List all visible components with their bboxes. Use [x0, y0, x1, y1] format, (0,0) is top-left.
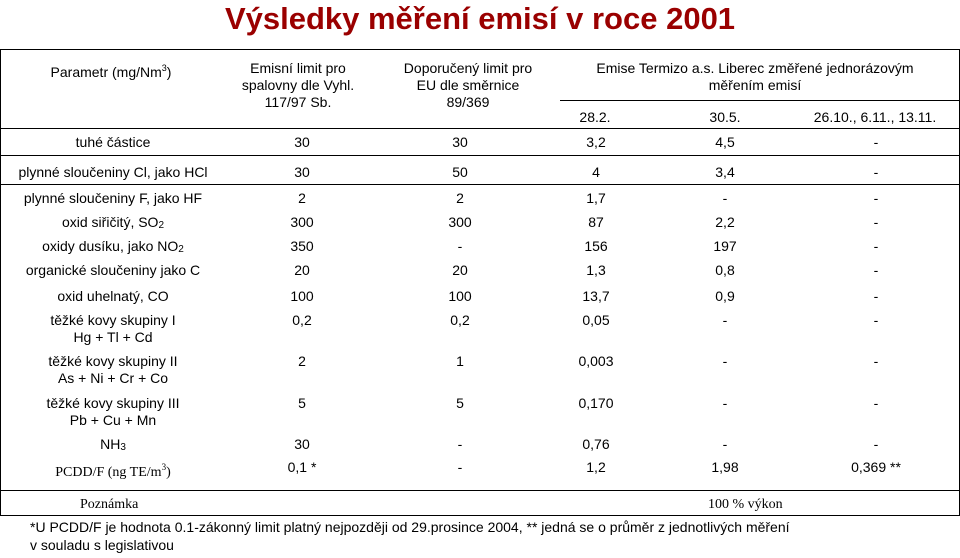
row-parameter-label: PCDD/F (ng TE/m — [55, 465, 162, 480]
row-parameter — [0, 353, 226, 387]
row-parameter — [0, 436, 226, 456]
row-parameter-label: těžké kovy skupiny I — [50, 312, 176, 328]
row-value-d1: 4 — [592, 164, 600, 180]
row-value-cz: 30 — [294, 436, 310, 452]
row-parameter — [0, 214, 226, 234]
row-value-cz: 30 — [294, 164, 310, 180]
header-parameter-label: Parametr (mg/Nm — [50, 64, 162, 80]
row-value-d3: - — [873, 134, 879, 150]
row-parameter — [0, 238, 226, 258]
row-value-d2: 2,2 — [715, 214, 735, 230]
note-right: 100 % výkon — [708, 497, 783, 512]
row-parameter-label: oxidy dusíku, jako NO — [42, 238, 179, 254]
row-value-d2: 3,4 — [715, 164, 735, 180]
row-value-d1: 0,05 — [582, 312, 610, 328]
row-value-d1: 1,7 — [586, 190, 606, 206]
row-value-eu: - — [457, 459, 463, 475]
row-value-d3: - — [873, 353, 879, 369]
row-parameter — [0, 134, 226, 151]
row-value-cz: 20 — [294, 262, 310, 278]
row-value-d2: - — [722, 436, 728, 452]
header-date-2: 30.5. — [709, 109, 741, 125]
row-divider — [0, 155, 960, 156]
row-value-d3: - — [873, 312, 879, 328]
header-limit-eu-line: Doporučený limit pro — [403, 60, 533, 76]
header-limit-eu — [382, 60, 554, 111]
row-value-eu: - — [457, 238, 463, 254]
row-parameter — [0, 312, 226, 346]
header-measured-line: měřením emisí — [708, 77, 802, 93]
row-parameter — [0, 459, 226, 481]
row-value-d3: - — [873, 436, 879, 452]
row-parameter — [0, 262, 226, 279]
header-measured — [560, 60, 950, 94]
note-label: Poznámka — [80, 497, 139, 512]
row-value-d2: 0,8 — [715, 262, 735, 278]
row-parameter-end: ) — [166, 465, 171, 480]
header-parameter — [6, 60, 216, 81]
row-value-d1: 0,170 — [578, 395, 614, 411]
row-value-d1: 0,003 — [578, 353, 614, 369]
header-limit-cz-line: spalovny dle Vyhl. — [241, 77, 355, 93]
row-parameter-label: organické sloučeniny jako C — [25, 262, 201, 278]
row-parameter-label: tuhé částice — [75, 134, 151, 150]
header-divider — [560, 100, 960, 101]
row-parameter-label: oxid uhelnatý, CO — [57, 288, 169, 304]
row-parameter-subscript: 2 — [178, 244, 184, 255]
row-value-d1: 13,7 — [582, 288, 610, 304]
header-measured-line: Emise Termizo a.s. Liberec změřené jednorázovým — [596, 60, 914, 76]
row-value-d2: - — [722, 395, 728, 411]
row-value-d3: 0,369 ** — [851, 459, 901, 475]
row-parameter-line2: Pb + Cu + Mn — [69, 412, 157, 428]
header-date-1: 28.2. — [579, 109, 611, 125]
row-value-eu: 5 — [456, 395, 464, 411]
row-parameter-label: těžké kovy skupiny III — [46, 395, 180, 411]
header-limit-cz-line: 117/97 Sb. — [264, 94, 332, 110]
header-parameter-sup: 3 — [161, 63, 167, 73]
row-value-cz: 300 — [290, 214, 314, 230]
row-value-eu: - — [457, 436, 463, 452]
row-value-d3: - — [873, 395, 879, 411]
row-value-d2: - — [722, 190, 728, 206]
row-parameter-label: NH — [100, 436, 121, 452]
row-value-cz: 0,1 * — [287, 459, 317, 475]
row-value-cz: 5 — [298, 395, 306, 411]
row-parameter — [0, 288, 226, 305]
row-value-d1: 3,2 — [586, 134, 606, 150]
row-parameter — [0, 395, 226, 429]
row-value-eu: 1 — [456, 353, 464, 369]
row-value-d3: - — [873, 238, 879, 254]
row-value-eu: 300 — [448, 214, 472, 230]
header-limit-eu-line: EU dle směrnice — [416, 77, 520, 93]
header-limit-cz — [228, 60, 368, 111]
row-parameter-line2: Hg + Tl + Cd — [73, 329, 153, 345]
row-value-d2: - — [722, 312, 728, 328]
row-value-eu: 50 — [452, 164, 468, 180]
row-value-d2: 197 — [713, 238, 737, 254]
header-date-3: 26.10., 6.11., 13.11. — [813, 109, 937, 125]
row-value-eu: 20 — [452, 262, 468, 278]
row-value-cz: 2 — [298, 353, 306, 369]
row-parameter — [0, 164, 226, 181]
row-value-d3: - — [873, 164, 879, 180]
row-value-cz: 30 — [294, 134, 310, 150]
row-value-cz: 350 — [290, 238, 314, 254]
row-value-d2: - — [722, 353, 728, 369]
row-value-d1: 156 — [584, 238, 608, 254]
row-parameter-label: těžké kovy skupiny II — [48, 353, 178, 369]
header-limit-eu-line: 89/369 — [446, 94, 490, 110]
table-top-border — [0, 49, 960, 50]
row-value-d3: - — [873, 214, 879, 230]
row-value-d1: 0,76 — [582, 436, 610, 452]
row-parameter-superscript: 3 — [161, 462, 167, 472]
row-parameter-label: plynné sloučeniny F, jako HF — [23, 190, 203, 206]
row-value-eu: 2 — [456, 190, 464, 206]
row-value-d3: - — [873, 262, 879, 278]
row-value-d1: 87 — [588, 214, 604, 230]
row-value-eu: 0,2 — [450, 312, 470, 328]
header-limit-cz-line: Emisní limit pro — [250, 60, 346, 76]
row-parameter-label: oxid siřičitý, SO — [61, 214, 159, 230]
footnote-line: *U PCDD/F je hodnota 0.1-zákonný limit platný nejpozději od 29.prosince 2004, ** jedná se o průměr z jednotlivých měření — [30, 519, 790, 535]
row-parameter — [0, 190, 226, 207]
row-value-cz: 0,2 — [292, 312, 312, 328]
row-value-eu: 100 — [448, 288, 472, 304]
row-value-cz: 100 — [290, 288, 314, 304]
row-value-d1: 1,2 — [586, 459, 606, 475]
table-bottom-border — [0, 490, 960, 491]
row-value-d3: - — [873, 190, 879, 206]
row-parameter-label: plynné sloučeniny Cl, jako HCl — [18, 164, 208, 180]
row-parameter-subscript: 2 — [158, 220, 165, 231]
row-value-d2: 4,5 — [715, 134, 735, 150]
row-value-d2: 0,9 — [715, 288, 735, 304]
header-bottom-border — [0, 128, 960, 129]
row-value-cz: 2 — [298, 190, 306, 206]
row-parameter-subscript: 3 — [120, 442, 126, 453]
row-value-d2: 1,98 — [711, 459, 739, 475]
page-title: Výsledky měření emisí v roce 2001 — [224, 1, 736, 36]
header-parameter-end: ) — [166, 64, 172, 80]
row-value-eu: 30 — [452, 134, 468, 150]
row-divider — [0, 184, 960, 185]
footnote-line: v souladu s legislativou — [30, 537, 174, 553]
row-parameter-line2: As + Ni + Cr + Co — [57, 370, 169, 386]
row-value-d1: 1,3 — [586, 262, 606, 278]
row-value-d3: - — [873, 288, 879, 304]
note-bottom-border — [0, 515, 960, 516]
